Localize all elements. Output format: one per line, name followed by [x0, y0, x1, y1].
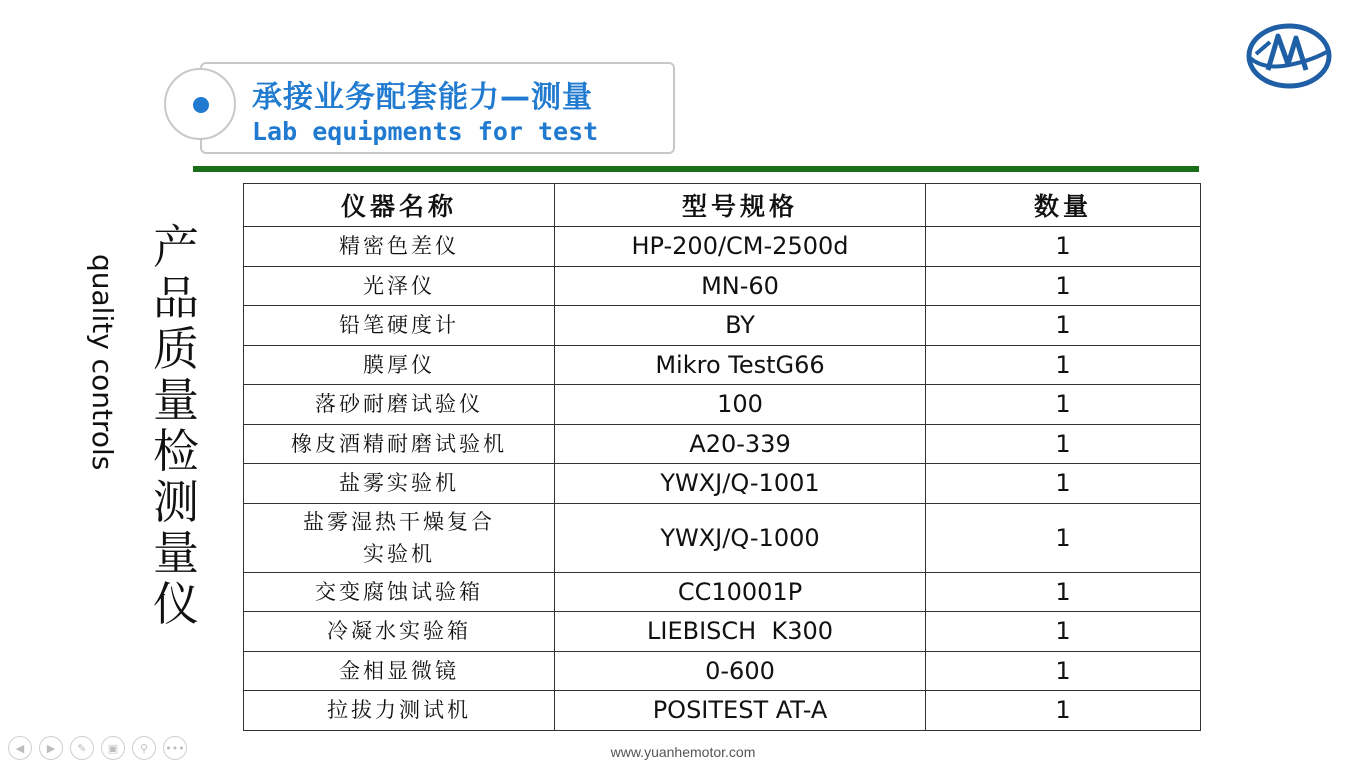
- table-row: [244, 612, 1201, 652]
- slides-icon[interactable]: ▣: [101, 736, 125, 760]
- cell-name-line: 实验机: [363, 541, 435, 566]
- header-qty: 数量: [926, 184, 1201, 227]
- table-header-row: [244, 184, 1201, 227]
- table-row: [244, 306, 1201, 346]
- side-char: 产: [153, 220, 199, 274]
- table-row: [244, 691, 1201, 731]
- cell-model: MN-60: [555, 266, 926, 306]
- page-title: 承接业务配套能力—测量: [252, 80, 593, 115]
- title-divider: [193, 166, 1199, 172]
- cell-model: 0-600: [555, 651, 926, 691]
- side-title-en: quality controls: [86, 254, 119, 471]
- cell-name: 交变腐蚀试验箱: [244, 572, 555, 612]
- header-model: 型号规格: [555, 184, 926, 227]
- cell-qty: 1: [926, 306, 1201, 346]
- more-icon[interactable]: •••: [163, 736, 187, 760]
- cell-name: 金相显微镜: [244, 651, 555, 691]
- cell-qty: 1: [926, 651, 1201, 691]
- cell-name: 冷凝水实验箱: [244, 612, 555, 652]
- cell-name: 膜厚仪: [244, 345, 555, 385]
- table-row: [244, 385, 1201, 425]
- side-title-zh: [152, 222, 200, 630]
- table-row: [244, 424, 1201, 464]
- table-row: [244, 464, 1201, 504]
- cell-model: HP-200/CM-2500d: [555, 227, 926, 267]
- side-char: 测: [153, 475, 199, 529]
- bullet-dot-icon: [193, 97, 209, 113]
- side-char: 质: [153, 322, 199, 376]
- title-bullet: [164, 68, 236, 140]
- cell-name: 落砂耐磨试验仪: [244, 385, 555, 425]
- cell-qty: 1: [926, 691, 1201, 731]
- cell-name: 盐雾实验机: [244, 464, 555, 504]
- table-row: [244, 651, 1201, 691]
- table-row: [244, 345, 1201, 385]
- pen-icon[interactable]: ✎: [70, 736, 94, 760]
- zoom-icon[interactable]: ⚲: [132, 736, 156, 760]
- cell-name: 铅笔硬度计: [244, 306, 555, 346]
- equipment-table: [243, 183, 1201, 731]
- side-char: 量: [153, 526, 199, 580]
- cell-qty: 1: [926, 385, 1201, 425]
- table-row: [244, 266, 1201, 306]
- cell-name: [244, 503, 555, 572]
- side-char: 量: [153, 373, 199, 427]
- cell-name: 拉拔力测试机: [244, 691, 555, 731]
- slideshow-controls: [8, 736, 187, 760]
- cell-model: CC10001P: [555, 572, 926, 612]
- cell-qty: 1: [926, 424, 1201, 464]
- cell-model: A20-339: [555, 424, 926, 464]
- cell-name: 橡皮酒精耐磨试验机: [244, 424, 555, 464]
- cell-model: 100: [555, 385, 926, 425]
- cell-name: 精密色差仪: [244, 227, 555, 267]
- side-char: 检: [153, 424, 199, 478]
- cell-model: LIEBISCH K300: [555, 612, 926, 652]
- side-char: 仪: [153, 577, 199, 631]
- arrow-left-icon[interactable]: ◀: [8, 736, 32, 760]
- cell-qty: 1: [926, 572, 1201, 612]
- cell-qty: 1: [926, 266, 1201, 306]
- table-row: [244, 572, 1201, 612]
- cell-qty: 1: [926, 503, 1201, 572]
- cell-qty: 1: [926, 464, 1201, 504]
- cell-name: 光泽仪: [244, 266, 555, 306]
- side-char: 品: [153, 271, 199, 325]
- cell-model: BY: [555, 306, 926, 346]
- cell-model: Mikro TestG66: [555, 345, 926, 385]
- cell-model: YWXJ/Q-1000: [555, 503, 926, 572]
- header-name: 仪器名称: [244, 184, 555, 227]
- page-subtitle: Lab equipments for test: [252, 117, 599, 146]
- cell-model: POSITEST AT-A: [555, 691, 926, 731]
- cell-name-line: 盐雾湿热干燥复合: [303, 509, 495, 534]
- table-row: [244, 227, 1201, 267]
- table-row: [244, 503, 1201, 572]
- cell-qty: 1: [926, 227, 1201, 267]
- footer-url: www.yuanhemotor.com: [610, 744, 756, 760]
- company-logo-icon: [1244, 20, 1334, 90]
- cell-qty: 1: [926, 345, 1201, 385]
- cell-qty: 1: [926, 612, 1201, 652]
- cell-model: YWXJ/Q-1001: [555, 464, 926, 504]
- arrow-right-icon[interactable]: ▶: [39, 736, 63, 760]
